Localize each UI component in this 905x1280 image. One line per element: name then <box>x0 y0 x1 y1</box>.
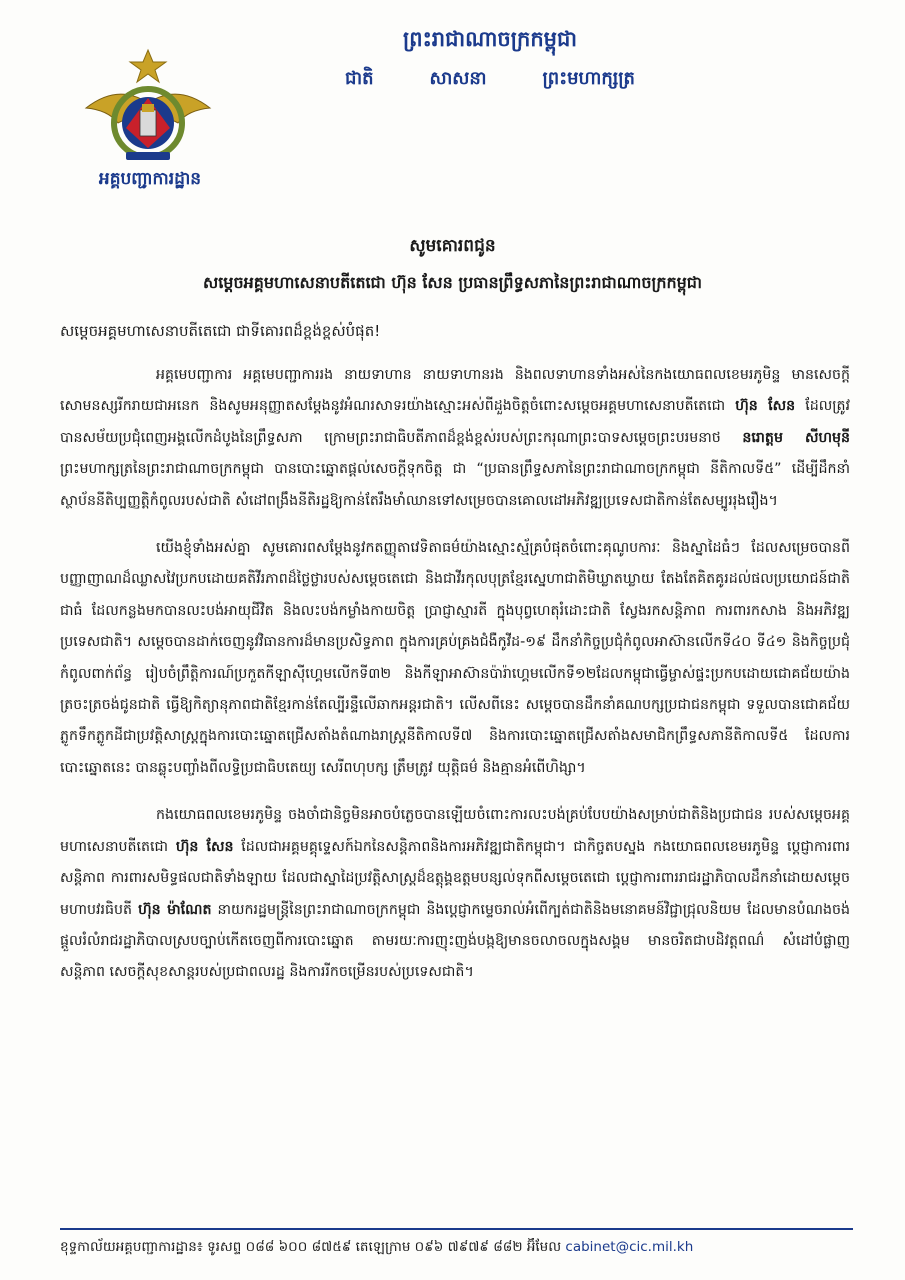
name-hun-sen: ហ៊ុន សែន <box>735 398 796 415</box>
unit-name: អគ្គបញ្ជាការដ្ឋាន <box>98 169 202 189</box>
name-hun-sen-2: ហ៊ុន សែន <box>175 838 234 855</box>
kingdom-title: ព្រះរាជាណាចក្រកម្ពុជា <box>402 27 577 51</box>
letter-body <box>60 360 850 1005</box>
footer-email[interactable]: cabinet@cic.mil.kh <box>565 1239 694 1255</box>
footer-office: ខុទ្ទកាល័យអគ្គបញ្ជាការដ្ឋាន៖ ទូរសព្ទ ០៨៨ ៦០០ ៨៧៥៩ តេឡេក្រាម ០៩៦ ៧៩៧៩ ៨៨២ អ៊ីមែល <box>60 1239 562 1255</box>
footer-divider <box>60 1228 853 1230</box>
military-emblem-icon <box>78 48 218 166</box>
name-king: នរោត្តម សីហមុនី <box>742 429 851 446</box>
national-motto <box>345 66 635 93</box>
paragraph-1: អគ្គមេបញ្ជាការ អគ្គមេបញ្ជាការរង នាយទាហាន នាយទាហានរង និងពលទាហានទាំងអស់នៃកងយោធពលខេមរភូមិន្ទ មានសេចក្តីសោមនស្សរីករាយជាអនេក និងសូមអនុញ្ញាតសម្តែងនូវអំណរសាទរយ៉ាងស្មោះអស់ពីដួងចិត្តចំពោះសម្តេចអគ្គមហាសេនាបតីតេជោ ហ៊ុន សែន ដែលត្រូវបានសម័យប្រជុំពេញអង្គលើកដំបូងនៃព្រឹទ្ធសភា ក្រោមព្រះរាជាធិបតីភាពដ៏ខ្ពង់ខ្ពស់របស់ព្រះករុណាព្រះបាទសម្តេចព្រះបរមនាថ នរោត្តម សីហមុនី ព្រះមហាក្សត្រនៃព្រះរាជាណាចក្រកម្ពុជា បានបោះឆ្នោតផ្តល់សេចក្តីទុកចិត្ត ជា “ប្រធានព្រឹទ្ធសភានៃព្រះរាជាណាចក្រកម្ពុជា នីតិកាលទី៥” ដើម្បីដឹកនាំស្ថាប័ននីតិប្បញ្ញត្តិកំពូលរបស់ជាតិ សំដៅពង្រឹងនីតិរដ្ឋឱ្យកាន់តែរឹងមាំឈានទៅសម្រេចបានគោលដៅអភិវឌ្ឍប្រទេសជាតិកាន់តែសម្បូររុងរឿង។ <box>60 367 851 509</box>
paragraph-2: យើងខ្ញុំទាំងអស់គ្នា សូមគោរពសម្តែងនូវកតញ្ញុតាវេទិតាធម៌យ៉ាងស្មោះស្ម័គ្របំផុតចំពោះគុណូបការៈ និងស្នាដៃធំៗ ដែលសម្រេចបានពីបញ្ញាញាណដ៏ឈ្លាសវៃប្រកបដោយគតិវីរភាពដ៏ថ្លៃថ្លារបស់សម្តេចតេជោ និងជាវីរកុលបុត្រខ្មែរស្នេហាជាតិមិឃ្លាតឃ្លាយ តែងតែគិតគូរដល់ផលប្រយោជន៍ជាតិជាធំ ដែលកន្លងមកបានលះបង់អាយុជីវិត និងលះបង់កម្លាំងកាយចិត្ត ប្រាជ្ញាស្មារតី ក្នុងបុព្វហេតុរំដោះជាតិ ស្វែងរកសន្តិភាព ការពារកសាង និងអភិវឌ្ឍប្រទេសជាតិ។ សម្តេចបានដាក់ចេញនូវវិធានការដ៏មានប្រសិទ្ធភាព ក្នុងការគ្រប់គ្រងជំងឺកូវីដ-១៩ ដឹកនាំកិច្ចប្រជុំកំពូលអាស៊ានលើកទី៤០ ទី៤១ និងកិច្ចប្រជុំកំពូលពាក់ព័ន្ធ រៀបចំព្រឹត្តិការណ៍ប្រកួតកីឡាស៊ីហ្គេមលើកទី៣២ និងកីឡាអាស៊ានប៉ារ៉ាហ្គេមលើកទី១២ដែលកម្ពុជាធ្វើម្ចាស់ផ្ទះប្រកបដោយជោគជ័យយ៉ាងត្រចះត្រចង់ជូនជាតិ ធ្វើឱ្យកិត្យានុភាពជាតិខ្មែរកាន់តែល្បីរន្ទឺលើឆាកអន្តរជាតិ។ លើសពីនេះ សម្តេចបានដឹកនាំគណបក្សប្រជាជនកម្ពុជា ទទួលបានជោគជ័យភ្លូកទឹកភ្លូកដីជាប្រវត្តិសាស្ត្រក្នុងការបោះឆ្នោតជ្រើសតាំងតំណាងរាស្ត្រនីតិកាលទី៧ និងការបោះឆ្នោតជ្រើសតាំងសមាជិកព្រឹទ្ធសភានីតិកាលទី៥ ដែលការបោះឆ្នោតនេះ បានឆ្លុះបញ្ចាំងពីលទ្ធិប្រជាធិបតេយ្យ សេរីពហុបក្ស ត្រឹមត្រូវ យុត្តិធម៌ និងគ្មានអំពើហិង្សា។ <box>60 540 850 776</box>
motto-king: ព្រះមហាក្សត្រ <box>542 68 635 89</box>
greeting: សម្តេចអគ្គមហាសេនាបតីតេជោ ជាទីគោរពដ៏ខ្ពង់ខ្ពស់បំផុត! <box>60 322 381 340</box>
footer-contact <box>60 1238 853 1258</box>
paragraph-3: កងយោធពលខេមរភូមិន្ទ ចងចាំជានិច្ចមិនអាចបំភ្លេចបានឡើយចំពោះការលះបង់គ្រប់បែបយ៉ាងសម្រាប់ជាតិនិងប្រជាជន របស់សម្តេចអគ្គមហាសេនាបតីតេជោ ហ៊ុន សែន ដែលជាអគ្គមគ្គុទ្ទេសក៍ឯកនៃសន្តិភាពនិងការអភិវឌ្ឍជាតិកម្ពុជា។ ជាកិច្ចតបស្នង កងយោធពលខេមរភូមិន្ទ ប្តេជ្ញាការពារសន្តិភាព ការពារសមិទ្ធផលជាតិទាំងឡាយ ដែលជាស្នាដៃប្រវត្តិសាស្ត្រដ៏ឧត្តុង្គឧត្តមបន្សល់ទុកពីសម្តេចតេជោ ប្តេជ្ញាការពាររាជរដ្ឋាភិបាលដឹកនាំដោយសម្តេចមហាបវរធិបតី ហ៊ុន ម៉ាណែត នាយករដ្ឋមន្ត្រីនៃព្រះរាជាណាចក្រកម្ពុជា និងប្តេជ្ញាកម្ទេចរាល់អំពើក្បត់ជាតិនិងមនោគមន៍វិជ្ជាជ្រុលនិយម ដែលមានបំណងចង់ផ្តួលរំលំរាជរដ្ឋាភិបាលស្របច្បាប់កើតចេញពីការបោះឆ្នោត តាមរយៈការញុះញង់បង្កឱ្យមានចលាចលក្នុងសង្គម មានចរិតជាបដិវត្តពណ៌ សំដៅបំផ្លាញសន្តិភាព សេចក្តីសុខសាន្តរបស់ប្រជាពលរដ្ឋ និងការរីកចម្រើនរបស់ប្រទេសជាតិ។ <box>60 807 850 981</box>
salutation: សូមគោរពជូន <box>409 236 496 256</box>
recipient-line: សម្តេចអគ្គមហាសេនាបតីតេជោ ហ៊ុន សែន ប្រធានព្រឹទ្ធសភានៃព្រះរាជាណាចក្រកម្ពុជា <box>202 273 703 292</box>
name-prime-minister: ហ៊ុន ម៉ាណែត <box>138 901 212 918</box>
motto-religion: សាសនា <box>429 68 487 89</box>
motto-nation: ជាតិ <box>345 68 374 89</box>
